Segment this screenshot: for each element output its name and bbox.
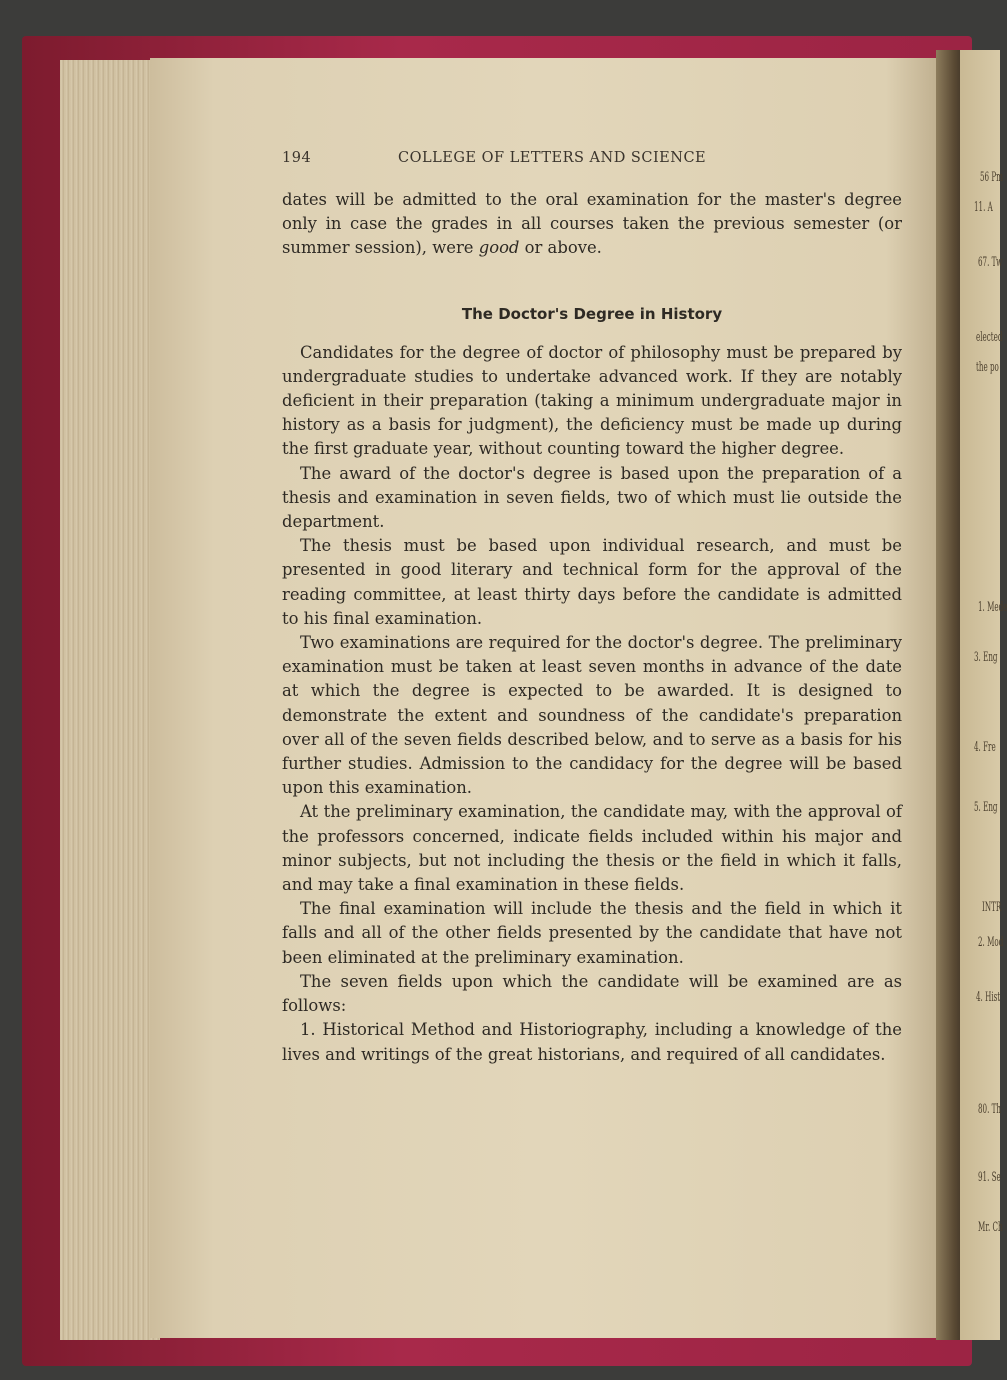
facing-text: 4. Hist <box>976 990 1001 1005</box>
running-title: COLLEGE OF LETTERS AND SCIENCE <box>398 150 707 166</box>
facing-text: 80. Th <box>978 1102 1002 1117</box>
facing-text: INTR <box>982 900 1002 915</box>
facing-text: 67. Tw <box>978 255 1003 270</box>
paragraph-text: dates will be admitted to the oral examination for the master's degree only in case the grades in all courses taken the previous semester (or summer session), were <box>282 190 902 258</box>
paragraph: The seven fields upon which the candidate will be examined are as follows: <box>282 971 902 1016</box>
facing-text: 2. Mod <box>978 935 1004 950</box>
paragraph: Candidates for the degree of doctor of philosophy must be prepared by undergraduate studies to undertake advanced work. If they are notably deficient in their preparation (taking a minimum undergraduate major in history as a basis for judgment), the deficiency must be made up during the first graduate year, without counting toward the higher degree. <box>282 342 902 459</box>
facing-text: 3. Eng <box>974 650 998 665</box>
facing-page <box>960 50 1007 1340</box>
running-header <box>282 150 902 166</box>
facing-text: 5. Eng <box>974 800 998 815</box>
paragraph: The thesis must be based upon individual research, and must be presented in good literary and technical form for the approval of the reading committee, at least thirty days before the candidate is admitted to his final examination. <box>282 536 902 628</box>
facing-text: 1. Mede <box>978 600 1007 615</box>
facing-text: 11. A <box>974 200 993 215</box>
facing-text: the po <box>976 360 999 375</box>
page-edges <box>60 60 160 1340</box>
list-item: 1. Historical Method and Historiography, including a knowledge of the lives and writings of the great historians, and required of all candidates. <box>282 1020 902 1064</box>
paragraph: The final examination will include the thesis and the field in which it falls and all of the other fields presented by the candidate that have not been eliminated at the preliminary examination. <box>282 899 902 967</box>
paragraph: The award of the doctor's degree is based upon the preparation of a thesis and examination in seven fields, two of which must lie outside the department. <box>282 463 902 532</box>
paragraph: At the preliminary examination, the candidate may, with the approval of the professors concerned, indicate fields included within his major and minor subjects, but not including the thesis or the field in which it falls, and may take a final examination in these fields. <box>282 802 902 895</box>
page-text <box>282 150 902 1067</box>
facing-text: 56 Pm <box>980 170 1003 185</box>
emphasis-word: good <box>478 238 520 258</box>
paragraph-text: or above. <box>519 238 602 258</box>
page-number: 194 <box>282 150 312 166</box>
continued-paragraph <box>282 188 902 261</box>
facing-text: 91. Se <box>978 1170 1001 1185</box>
facing-text: elected <box>976 330 1003 345</box>
facing-text: Mr. Ch <box>978 1220 1003 1235</box>
facing-text: 4. Fre <box>974 740 996 755</box>
paragraph: Two examinations are required for the doctor's degree. The preliminary examination must be taken at least seven months in advance of the date at which the degree is expected to be awarded. It is designed to demonstrate the extent and soundness of the candidate's preparation over all of the seven fields described below, and to serve as a basis for his further studies. Admission to the candidacy for the degree will be based upon this examination. <box>282 633 902 798</box>
section-heading: The Doctor's Degree in History <box>461 304 723 323</box>
